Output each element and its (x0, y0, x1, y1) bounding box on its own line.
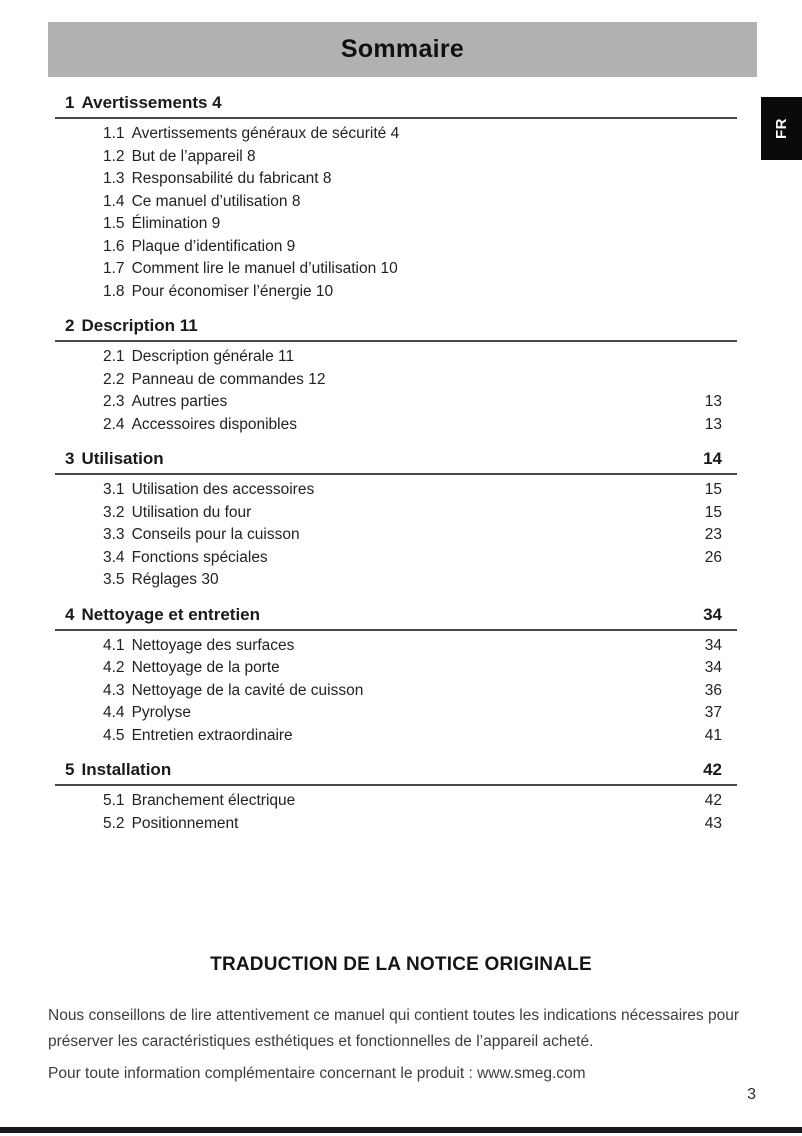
page-title-bar (48, 22, 757, 77)
toc-entry-page-number: 13 (704, 415, 722, 433)
toc-entry (55, 569, 737, 592)
toc-section-title: Installation (81, 760, 172, 779)
toc-entry-title: Plaque d’identification 9 (131, 237, 296, 255)
toc-entry-title: Pyrolyse (131, 704, 191, 721)
toc-entry (55, 281, 737, 304)
toc-entry-title: Accessoires disponibles (131, 415, 297, 433)
toc-section-heading (55, 448, 737, 475)
toc-entry-number: 4.4 (103, 704, 125, 721)
footer-paragraph: Pour toute information complémentaire concernant le produit : www.smeg.com (48, 1065, 586, 1082)
toc-entry-number: 1.3 (103, 170, 125, 187)
toc-entry-title: Ce manuel d’utilisation 8 (131, 192, 301, 210)
toc-entry-title: Utilisation des accessoires (131, 481, 315, 498)
toc-entry-number: 2.2 (103, 370, 125, 388)
toc-entry-page-number: 42 (704, 792, 722, 809)
toc-entry-title: Positionnement (131, 814, 239, 832)
toc-section-items (55, 475, 737, 592)
toc-entry (55, 236, 737, 259)
toc-entry-title: Nettoyage des surfaces (131, 636, 295, 654)
toc-entry-number: 2.4 (103, 415, 125, 433)
toc-entry (55, 702, 737, 725)
toc-entry (55, 146, 737, 169)
toc-entry (55, 680, 737, 703)
toc-entry-number: 1.2 (103, 147, 125, 165)
toc-entry-number: 4.5 (103, 726, 125, 744)
toc-entry-number: 1.5 (103, 215, 125, 232)
toc-section-page-number: 42 (703, 760, 722, 779)
toc-entry-page-number: 34 (704, 636, 722, 654)
toc-section (55, 92, 737, 303)
toc-entry-number: 1.8 (103, 282, 125, 300)
toc-entry (55, 191, 737, 214)
toc-entry (55, 369, 737, 392)
toc-entry-page-number: 13 (704, 393, 722, 410)
toc-entry (55, 258, 737, 281)
toc-section-items (55, 342, 737, 436)
toc-entry-page-number: 37 (704, 704, 722, 721)
toc-section-number: 2 (65, 316, 75, 335)
toc-entry-page-number: 34 (704, 659, 722, 676)
toc-entry-number: 5.2 (103, 814, 125, 832)
language-tab (761, 97, 802, 160)
toc-entry-page-number: 26 (704, 548, 722, 566)
toc-entry-number: 3.5 (103, 571, 125, 588)
toc-entry-title: But de l’appareil 8 (131, 147, 256, 165)
toc-entry-title: Nettoyage de la cavité de cuisson (131, 681, 364, 699)
toc-entry-number: 4.1 (103, 636, 125, 654)
toc-entry-page-number: 43 (704, 814, 722, 832)
toc-entry-title: Autres parties (131, 393, 228, 410)
toc-entry-title: Responsabilité du fabricant 8 (131, 170, 332, 187)
toc-entry-title: Entretien extraordinaire (131, 726, 293, 744)
toc-section (55, 759, 737, 835)
toc-entry-title: Panneau de commandes 12 (131, 370, 326, 388)
toc-entry-title: Comment lire le manuel d’utilisation 10 (131, 260, 398, 277)
toc-entry (55, 502, 737, 525)
toc-entry-title: Élimination 9 (131, 215, 221, 232)
toc-entry-title: Avertissements généraux de sécurité 4 (131, 125, 400, 142)
toc-entry-page-number: 15 (704, 481, 722, 498)
toc-entry-number: 3.2 (103, 503, 125, 521)
toc-section-heading (55, 92, 737, 119)
toc-entry-page-number: 41 (704, 726, 722, 744)
toc-entry-title: Nettoyage de la porte (131, 659, 280, 676)
toc-entry-number: 5.1 (103, 792, 125, 809)
toc-entry (55, 813, 737, 836)
toc-entry-number: 2.1 (103, 348, 125, 365)
toc-entry-number: 1.4 (103, 192, 125, 210)
page-number: 3 (747, 1086, 756, 1103)
toc-entry-number: 3.3 (103, 526, 125, 543)
toc-entry-number: 3.1 (103, 481, 125, 498)
toc-entry (55, 414, 737, 437)
toc-section-items (55, 119, 737, 303)
toc-section-items (55, 786, 737, 835)
toc-section-heading (55, 759, 737, 786)
toc-section-heading (55, 315, 737, 342)
toc-entry-number: 3.4 (103, 548, 125, 566)
toc-entry-number: 4.3 (103, 681, 125, 699)
page-title: Sommaire (340, 35, 465, 63)
toc-entry (55, 346, 737, 369)
toc-section-items (55, 631, 737, 748)
toc-section-title: Nettoyage et entretien (81, 604, 261, 624)
toc-entry-number: 1.7 (103, 260, 125, 277)
toc-section-title: Utilisation (81, 449, 164, 468)
toc-section-number: 5 (65, 760, 75, 779)
toc-section-title: Description 11 (81, 316, 198, 335)
toc-entry (55, 213, 737, 236)
toc-entry-number: 4.2 (103, 659, 125, 676)
toc-section (55, 604, 737, 748)
toc-entry (55, 479, 737, 502)
toc-section-number: 1 (65, 93, 75, 112)
toc-section-page-number: 14 (703, 449, 722, 468)
toc-entry (55, 123, 737, 146)
toc-section-page-number: 34 (703, 604, 722, 624)
toc-section-title: Avertissements 4 (81, 93, 222, 112)
toc-entry-number: 2.3 (103, 393, 125, 410)
footer-paragraph: Nous conseillons de lire attentivement ce manuel qui contient toutes les indications nécessaires pour préserver les caractéristiques esthétiques et fonctionnelles de l’appareil acheté. (48, 1007, 739, 1050)
footer-paragraphs (48, 1003, 760, 1087)
table-of-contents (55, 92, 737, 835)
toc-entry-page-number: 23 (704, 526, 722, 543)
toc-section-number: 4 (65, 604, 75, 624)
toc-section-number: 3 (65, 449, 75, 468)
toc-entry (55, 725, 737, 748)
toc-entry-title: Description générale 11 (131, 348, 295, 365)
toc-entry-title: Réglages 30 (131, 571, 219, 588)
toc-entry (55, 547, 737, 570)
toc-entry-title: Branchement électrique (131, 792, 296, 809)
toc-entry-page-number: 36 (704, 681, 722, 699)
toc-entry (55, 790, 737, 813)
toc-section-heading (55, 604, 737, 631)
toc-entry (55, 391, 737, 414)
toc-entry (55, 657, 737, 680)
bottom-rule-bar (0, 1127, 802, 1133)
toc-entry-page-number: 15 (704, 503, 722, 521)
toc-entry-title: Fonctions spéciales (131, 548, 268, 566)
toc-entry-number: 1.1 (103, 125, 125, 142)
toc-entry (55, 168, 737, 191)
toc-entry-title: Pour économiser l’énergie 10 (131, 282, 334, 300)
translation-notice-heading: TRADUCTION DE LA NOTICE ORIGINALE (210, 954, 592, 975)
toc-entry (55, 635, 737, 658)
toc-entry-title: Utilisation du four (131, 503, 252, 521)
toc-section (55, 448, 737, 592)
toc-entry (55, 524, 737, 547)
toc-entry-number: 1.6 (103, 237, 125, 255)
language-tab-label: FR (773, 118, 790, 139)
toc-entry-title: Conseils pour la cuisson (131, 526, 300, 543)
toc-section (55, 315, 737, 436)
